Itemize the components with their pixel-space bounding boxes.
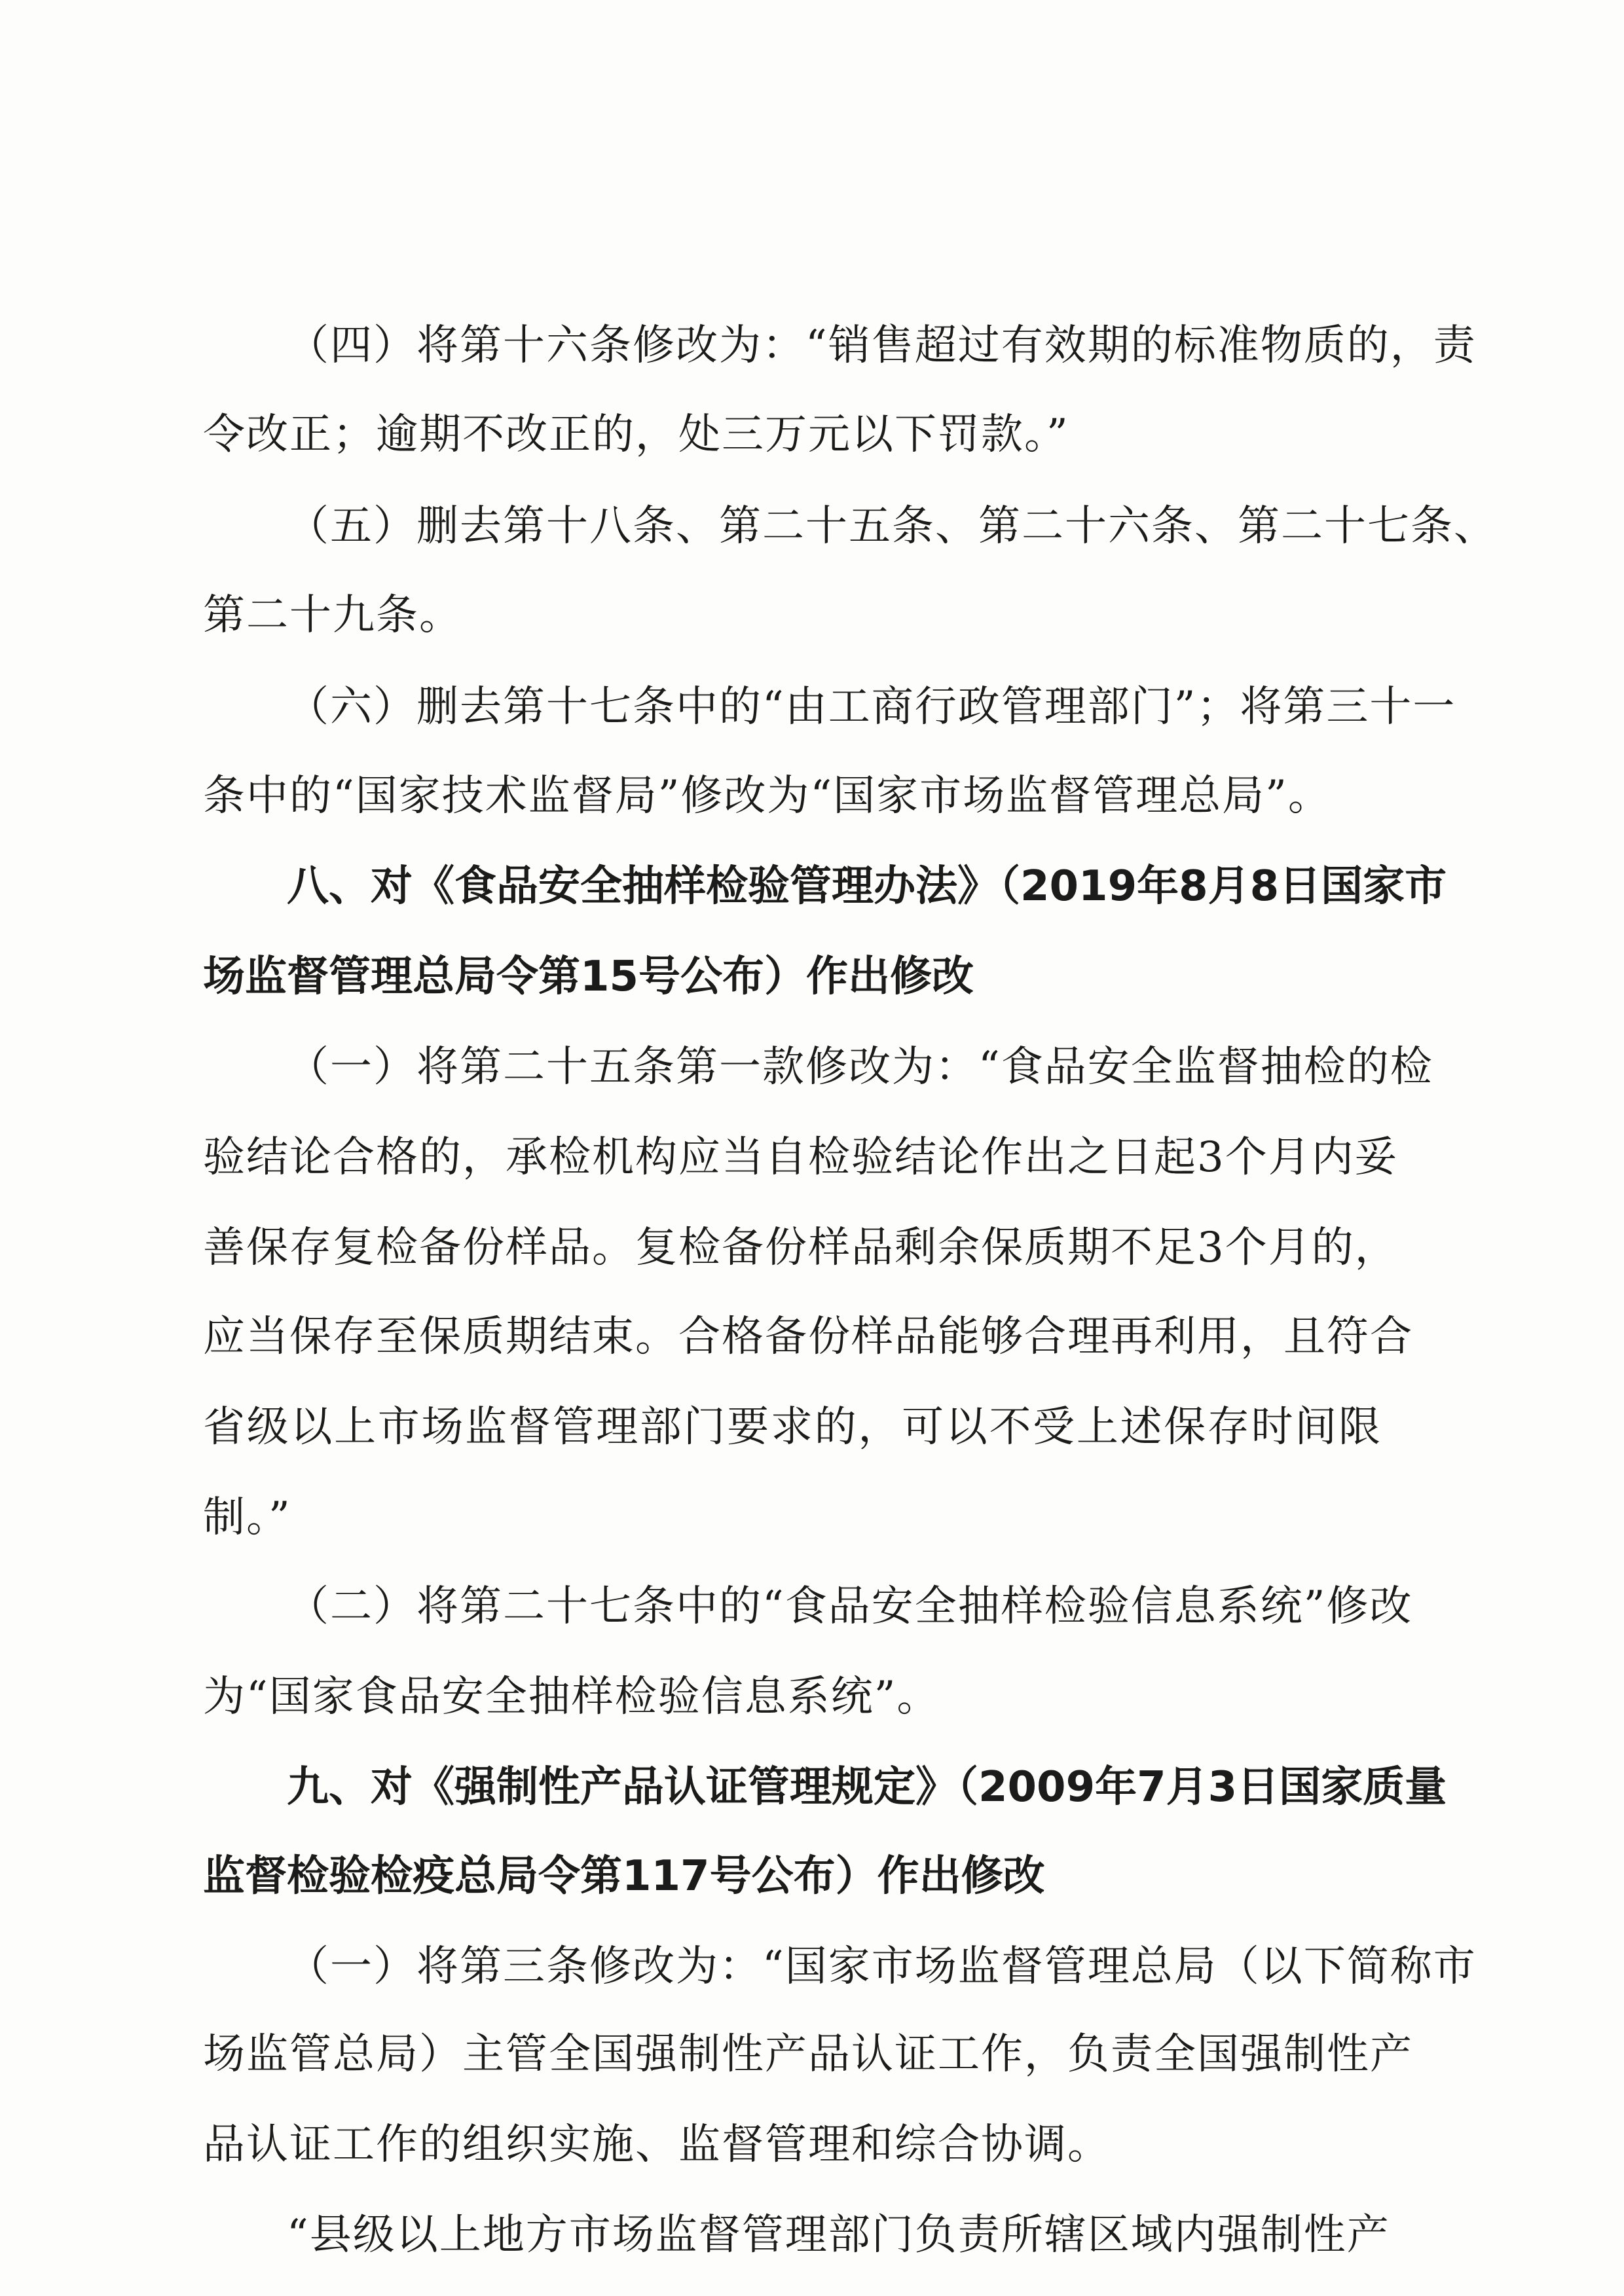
section-8-item-1-line-6: 制。” bbox=[203, 1493, 291, 1542]
section-8-item-2-line-1: （二）将第二十七条中的“食品安全抽样检验信息系统”修改 bbox=[287, 1582, 1413, 1631]
section-8-item-2-line-2: 为“国家食品安全抽样检验信息系统”。 bbox=[203, 1673, 940, 1721]
section-8-heading-line-1: 八、对《食品安全抽样检验管理办法》（2019年8月8日国家市 bbox=[287, 862, 1447, 911]
section-9-heading-line-1: 九、对《强制性产品认证管理规定》（2009年7月3日国家质量 bbox=[287, 1763, 1447, 1812]
section-8-heading-line-2: 场监督管理总局令第15号公布）作出修改 bbox=[203, 953, 974, 1001]
section-9-item-1-quote-line: “县级以上地方市场监督管理部门负责所辖区域内强制性产 bbox=[287, 2211, 1390, 2259]
section-9-heading-line-2: 监督检验检疫总局令第117号公布）作出修改 bbox=[203, 1852, 1045, 1901]
paragraph-4-line-2: 令改正；逾期不改正的，处三万元以下罚款。” bbox=[203, 410, 1069, 459]
section-8-item-1-line-1: （一）将第二十五条第一款修改为：“食品安全监督抽检的检 bbox=[287, 1043, 1433, 1091]
section-8-item-1-line-4: 应当保存至保质期结束。合格备份样品能够合理再利用，且符合 bbox=[203, 1313, 1413, 1361]
paragraph-6-line-2: 条中的“国家技术监督局”修改为“国家市场监督管理总局”。 bbox=[203, 772, 1331, 820]
section-8-item-1-line-2: 验结论合格的，承检机构应当自检验结论作出之日起3个月内妥 bbox=[203, 1133, 1398, 1182]
paragraph-6-line-1: （六）删去第十七条中的“由工商行政管理部门”；将第三十一 bbox=[287, 683, 1456, 731]
section-9-item-1-line-3: 品认证工作的组织实施、监督管理和综合协调。 bbox=[203, 2121, 1111, 2169]
section-9-item-1-line-2: 场监管总局）主管全国强制性产品认证工作，负责全国强制性产 bbox=[203, 2030, 1413, 2079]
section-9-item-1-line-1: （一）将第三条修改为：“国家市场监督管理总局（以下简称市 bbox=[287, 1942, 1477, 1991]
section-8-item-1-line-5: 省级以上市场监督管理部门要求的，可以不受上述保存时间限 bbox=[203, 1403, 1382, 1451]
section-8-item-1-line-3: 善保存复检备份样品。复检备份样品剩余保质期不足3个月的， bbox=[203, 1224, 1398, 1272]
paragraph-5-line-1: （五）删去第十八条、第二十五条、第二十六条、第二十七条、 bbox=[287, 502, 1497, 551]
paragraph-5-line-2: 第二十九条。 bbox=[203, 591, 462, 640]
paragraph-4-line-1: （四）将第十六条修改为：“销售超过有效期的标准物质的，责 bbox=[287, 321, 1477, 370]
